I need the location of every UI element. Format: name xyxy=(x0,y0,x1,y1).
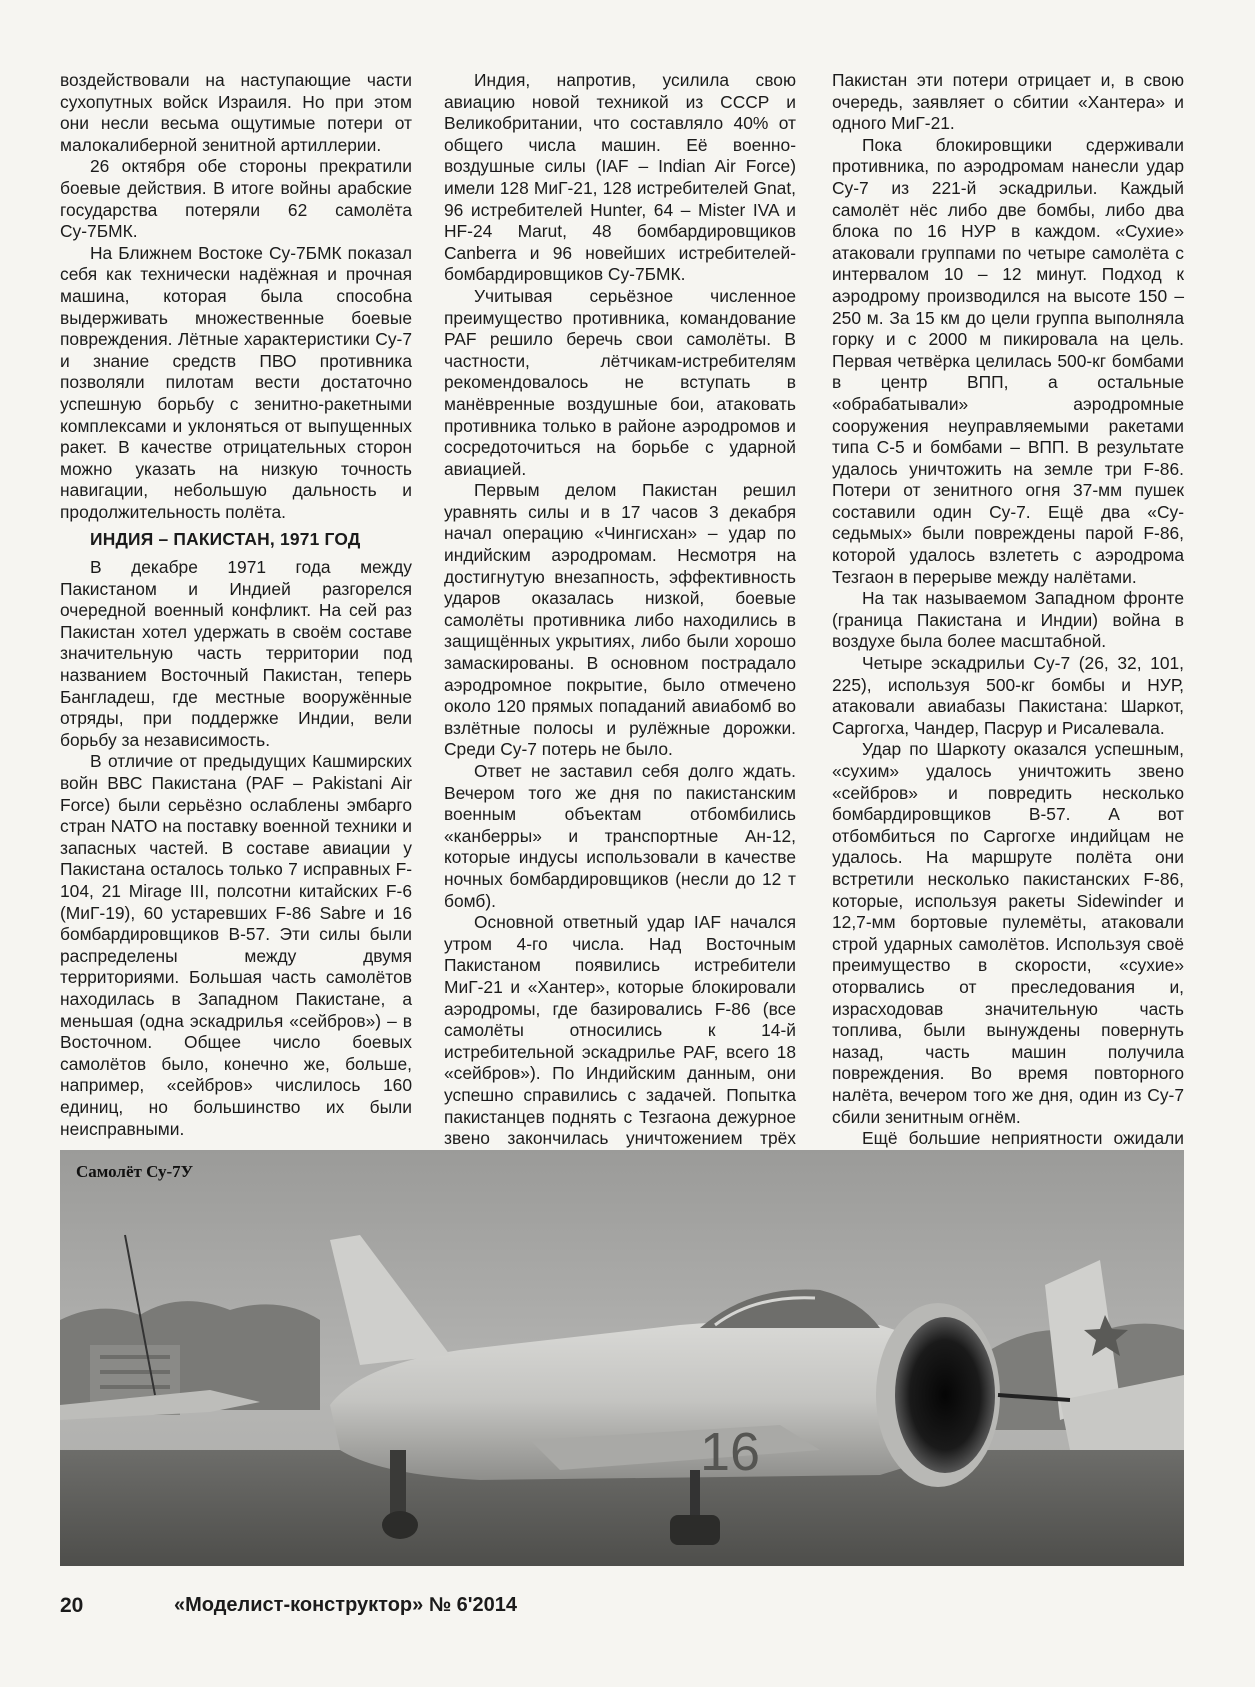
paragraph: На так называемом Западном фронте (граница Пакистана и Индии) война в воздухе была более масштабной. xyxy=(832,588,1184,652)
paragraph: воздействовали на наступающие части сухопутных войск Израиля. Но при этом они несли весьма ощутимые потери от малокалиберной зенитной артиллерии. xyxy=(60,70,412,155)
page-number: 20 xyxy=(60,1594,84,1617)
paragraph: Основной ответный удар IAF начался утром 4-го числа. Над Восточным Пакистаном появились истребители МиГ-21 и «Хантер», которые блокировали аэродромы, где базировались F-86 (все самолёты относились к 14-й истребительной эскадрилье PAF, всего 18 «сейбров»). По Индийским данным, они успешно справились с задачей. Попытка пакистанцев поднять с Тезгаона дежурное звено закончилась уничтожением трёх xyxy=(444,912,796,1149)
paragraph: Пакистан эти потери отрицает и, в свою очередь, заявляет о сбитии «Хантера» и одного МиГ-21. xyxy=(832,70,1184,134)
page-footer xyxy=(60,1594,1184,1624)
text-column-2 xyxy=(444,70,796,1171)
paragraph: Четыре эскадрильи Су-7 (26, 32, 101, 225), используя 500-кг бомбы и НУР, атаковали авиабазы Пакистана: Шаркот, Саргогха, Чандер, Пасрур и Рисалевала. xyxy=(832,653,1184,738)
tail-number: 16 xyxy=(700,1422,761,1482)
paragraph: 26 октября обе стороны прекратили боевые действия. В итоге войны арабские государства потеряли 62 самолёта Су-7БМК. xyxy=(60,156,412,242)
photo-caption: Самолёт Су-7У xyxy=(76,1162,194,1181)
paragraph: В декабре 1971 года между Пакистаном и Индией разгорелся очередной военный конфликт. На сей раз Пакистан хотел удержать в своём составе значительную часть территории под названием Восточный Пакистан, теперь Бангладеш, где местные вооружённые отряды, при поддержке Индии, вели борьбу за независимость. xyxy=(60,557,412,750)
paragraph: Индия, напротив, усилила свою авиацию новой техникой из СССР и Великобритании, что составляло 40% от общего числа машин. Её военно-воздушные силы (IAF – Indian Air Force) имели 128 МиГ-21, 128 истребителей Gnat, 96 истребителей Hunter, 64 – Mister IVA и HF-24 Marut, 48 бомбардировщиков Canberra и 96 новейших истребителей-бомбардировщиков Су-7БМК. xyxy=(444,70,796,285)
text-column-3 xyxy=(832,70,1184,1171)
aircraft-illustration xyxy=(60,1150,1184,1566)
paragraph: Первым делом Пакистан решил уравнять силы и в 17 часов 3 декабря начал операцию «Чингисхан» – удар по индийским аэродромам. Несмотря на достигнутую внезапность, эффективность ударов оказалась низкой, боевые самолёты противника либо находились в защищённых укрытиях, либо были хорошо замаскированы. В основном пострадало аэродромное покрытие, было отмечено около 120 прямых попаданий авиабомб во взлётные полосы и рулёжные дорожки. Среди Су-7 потерь не было. xyxy=(444,480,796,760)
paragraph: В отличие от предыдущих Кашмирских войн ВВС Пакистана (PAF – Pakistani Air Force) были серьёзно ослаблены эмбарго стран NATO на поставку военной техники и запасных частей. В составе авиации у Пакистана осталось только 7 исправных F-104, 21 Mirage III, полсотни китайских F-6 (МиГ-19), 60 устаревших F-86 Sabre и 16 бомбардировщиков B-57. Эти силы были распределены между двумя территориями. Большая часть самолётов находилась в Западном Пакистане, а меньшая (одна эскадрилья «сейбров») – в Восточном. Общее число боевых самолётов было, конечно же, больше, например, «сейбров» числилось 160 единиц, но большинство их были неисправными. xyxy=(60,751,412,1139)
paragraph: Пока блокировщики сдерживали противника, по аэродромам нанесли удар Су-7 из 221-й эскадрильи. Каждый самолёт нёс либо две бомбы, либо два блока по 16 НУР в каждом. «Сухие» атаковали группами по четыре самолёта с интервалом 10 – 12 минут. Подход к аэродрому производился на высоте 150 – 250 м. За 15 км до цели группа выполняла горку и с 2000 м пикировала на цель. Первая четвёрка целилась 500-кг бомбами в центр ВПП, а остальные «обрабатывали» аэродромные сооружения неуправляемыми ракетами типа С-5 и бомбами – ВПП. В результате удалось уничтожить на земле три F-86. Потери от зенитного огня 37-мм пушек составили один Су-7. Ещё два «Су-седьмых» были повреждены парой F-86, которой удалось взлететь с аэродрома Тезгаон в перерыве между налётами. xyxy=(832,134,1184,587)
paragraph: Ответ не заставил себя долго ждать. Вечером того же дня по пакистанским военным объектам отбомбились «канберры» и транспортные Ан-12, которые индусы использовали в качестве ночных бомбардировщиков (несли до 12 т бомб). xyxy=(444,761,796,911)
paragraph: Ещё большие неприятности ожидали xyxy=(862,1128,1184,1149)
paragraph: Удар по Шаркоту оказался успешным, «сухим» удалось уничтожить звено «сейбров» и повредить несколько бомбардировщиков B-57. А вот отбомбиться по Саргогхе индийцам не удалось. На маршруте полёта они встретили несколько пакистанских F-86, которые, используя ракеты Sidewinder и 12,7-мм бортовые пулемёты, атаковали строй ударных самолётов. Используя своё преимущество в скорости, «сухие» оторвались от преследования и, израсходовав значительную часть топлива, были вынуждены повернуть назад, часть машин получила повреждения. Во время повторного налёта, вечером того же дня, один из Су-7 сбили зенитным огнём. xyxy=(832,739,1184,1127)
paragraph: Учитывая серьёзное численное преимущество противника, командование PAF решило беречь свои самолёты. В частности, лётчикам-истребителям рекомендовалось не вступать в манёвренные воздушные бои, атаковать противника только в районе аэродромов и сосредоточиться на борьбе с ударной авиацией. xyxy=(444,285,796,479)
journal-title: «Моделист-конструктор» № 6'2014 xyxy=(174,1594,518,1616)
section-heading: ИНДИЯ – ПАКИСТАН, 1971 ГОД xyxy=(90,529,361,550)
aircraft-photo xyxy=(60,1150,1184,1566)
text-column-1 xyxy=(60,70,412,1140)
paragraph: На Ближнем Востоке Су-7БМК показал себя как технически надёжная и прочная машина, которая была способна выдерживать множественные боевые повреждения. Лётные характеристики Су-7 и знание средств ПВО противника позволяли пилотам вести достаточно успешную борьбу с зенитно-ракетными комплексами и уклоняться от выпущенных ракет. В качестве отрицательных сторон можно указать на низкую точность навигации, небольшую дальность и продолжительность полёта. xyxy=(60,242,412,522)
